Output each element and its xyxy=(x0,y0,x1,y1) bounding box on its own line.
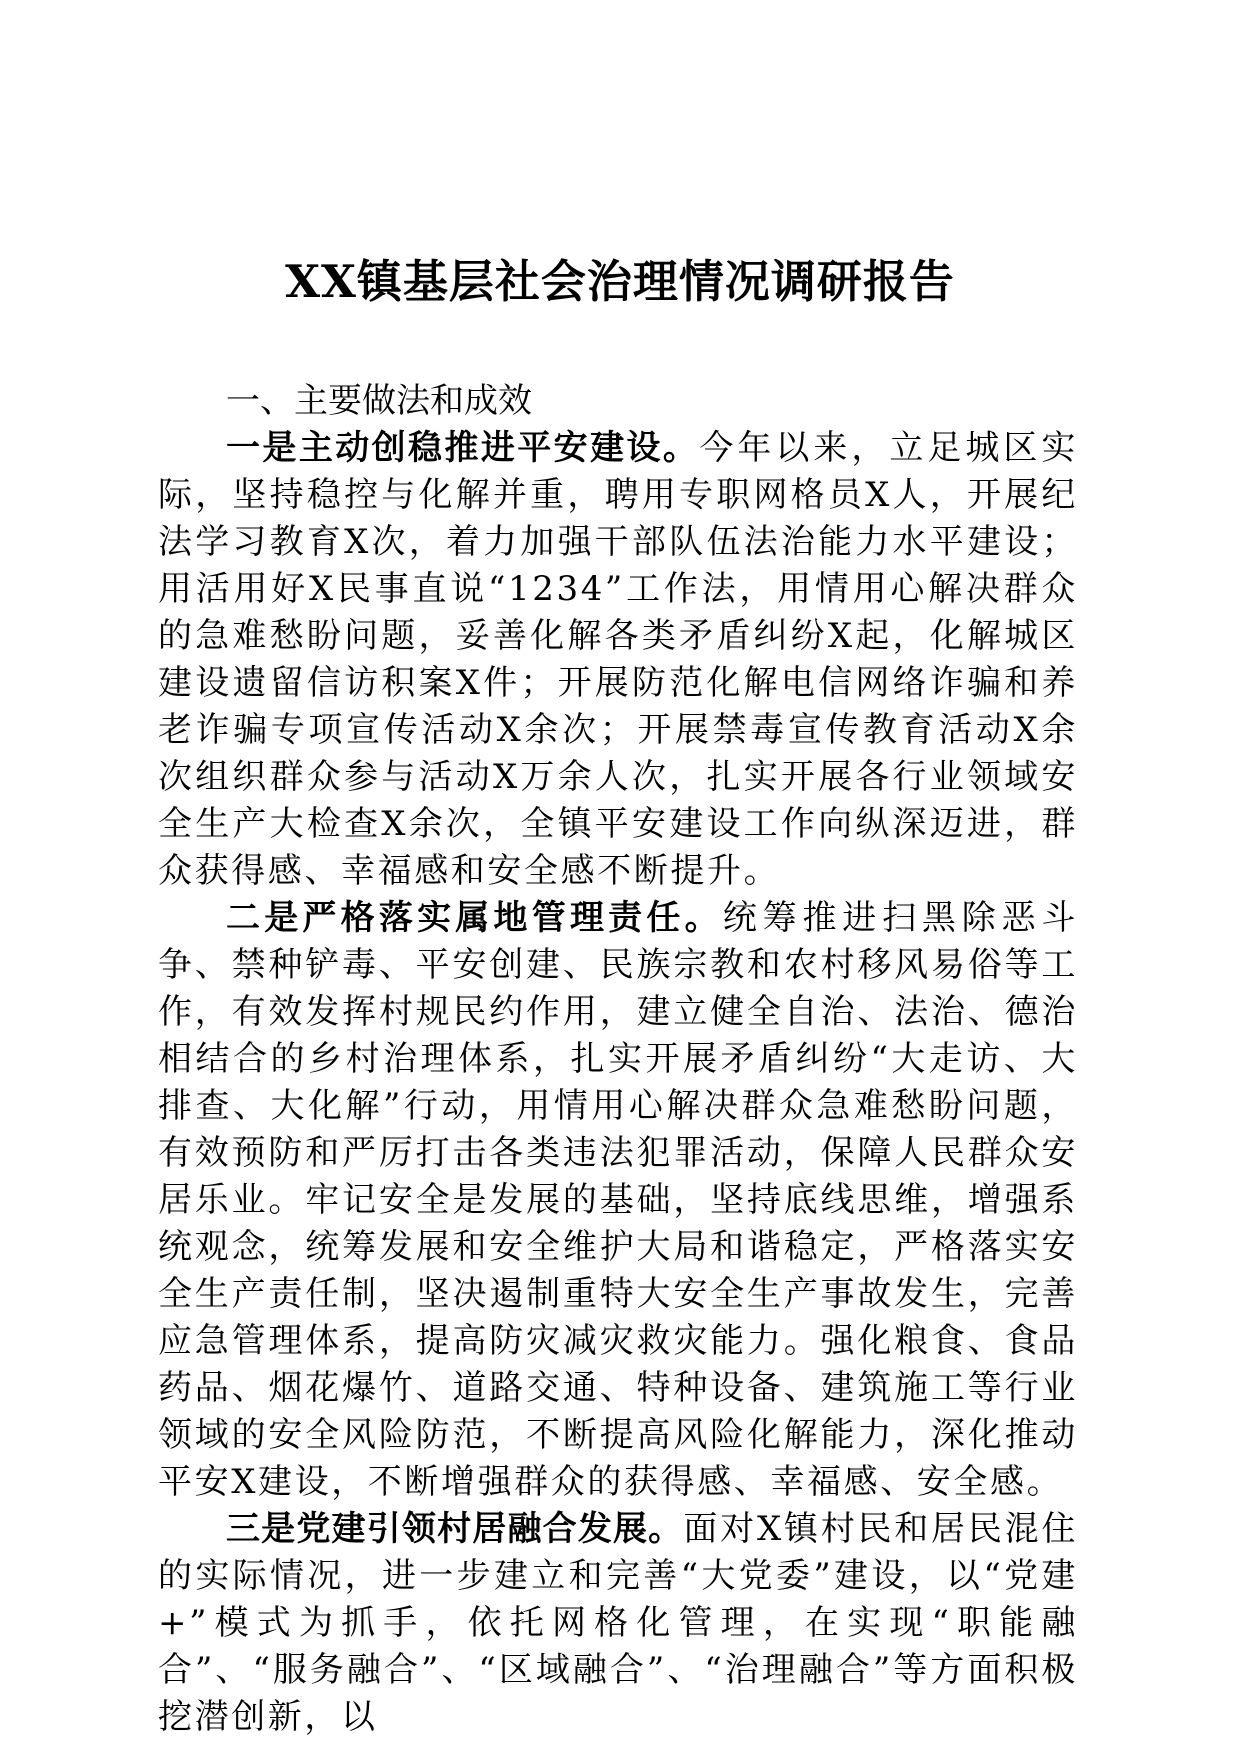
paragraph-3 xyxy=(158,1506,1078,1741)
paragraph-1-text: 今年以来，立足城区实际，坚持稳控与化解并重，聘用专职网格员X人，开展纪法学习教育X次，着力加强干部队伍法治能力水平建设；用活用好X民事直说“1234”工作法，用情用心解决群众的急难愁盼问题，妥善化解各类矛盾纠纷X起，化解城区建设遗留信访积案X件；开展防范化解电信网络诈骗和养老诈骗专项宣传活动X余次；开展禁毒宣传教育活动X余次组织群众参与活动X万余人次，扎实开展各行业领域安全生产大检查X余次，全镇平安建设工作向纵深迈进，群众获得感、幸福感和安全感不断提升。 xyxy=(158,428,1079,891)
section-heading: 一、主要做法和成效 xyxy=(226,381,532,421)
document-body xyxy=(158,378,1078,1741)
paragraph-2-text: 统筹推进扫黑除恶斗争、禁种铲毒、平安创建、民族宗教和农村移风易俗等工作，有效发挥村规民约作用，建立健全自治、法治、德治相结合的乡村治理体系，扎实开展矛盾纠纷“大走访、大排查、大化解”行动，用情用心解决群众急难愁盼问题，有效预防和严厉打击各类违法犯罪活动，保障人民群众安居乐业。牢记安全是发展的基础，坚持底线思维，增强系统观念，统筹发展和安全维护大局和谐稳定，严格落实安全生产责任制，坚决遏制重特大安全生产事故发生，完善应急管理体系，提高防灾减灾救灾能力。强化粮食、食品药品、烟花爆竹、道路交通、特种设备、建筑施工等行业领域的安全风险防范，不断提高风险化解能力，深化推动平安X建设，不断增强群众的获得感、幸福感、安全感。 xyxy=(158,898,1078,1502)
document-title: XX镇基层社会治理情况调研报告 xyxy=(285,255,955,308)
paragraph-2-lead: 二是严格落实属地管理责任。 xyxy=(226,898,723,938)
paragraph-3-lead: 三是党建引领村居融合发展。 xyxy=(226,1509,684,1549)
paragraph-3-text: 面对X镇村民和居民混住的实际情况，进一步建立和完善“大党委”建设，以“党建+”模式为抓手，依托网格化管理，在实现“职能融合”、“服务融合”、“区域融合”、“治理融合”等方面积极挖潜创新，以 xyxy=(158,1509,1079,1737)
paragraph-2 xyxy=(158,895,1078,1506)
paragraph-1-lead: 一是主动创稳推进平安建设。 xyxy=(226,428,700,468)
paragraph-1 xyxy=(158,425,1078,895)
